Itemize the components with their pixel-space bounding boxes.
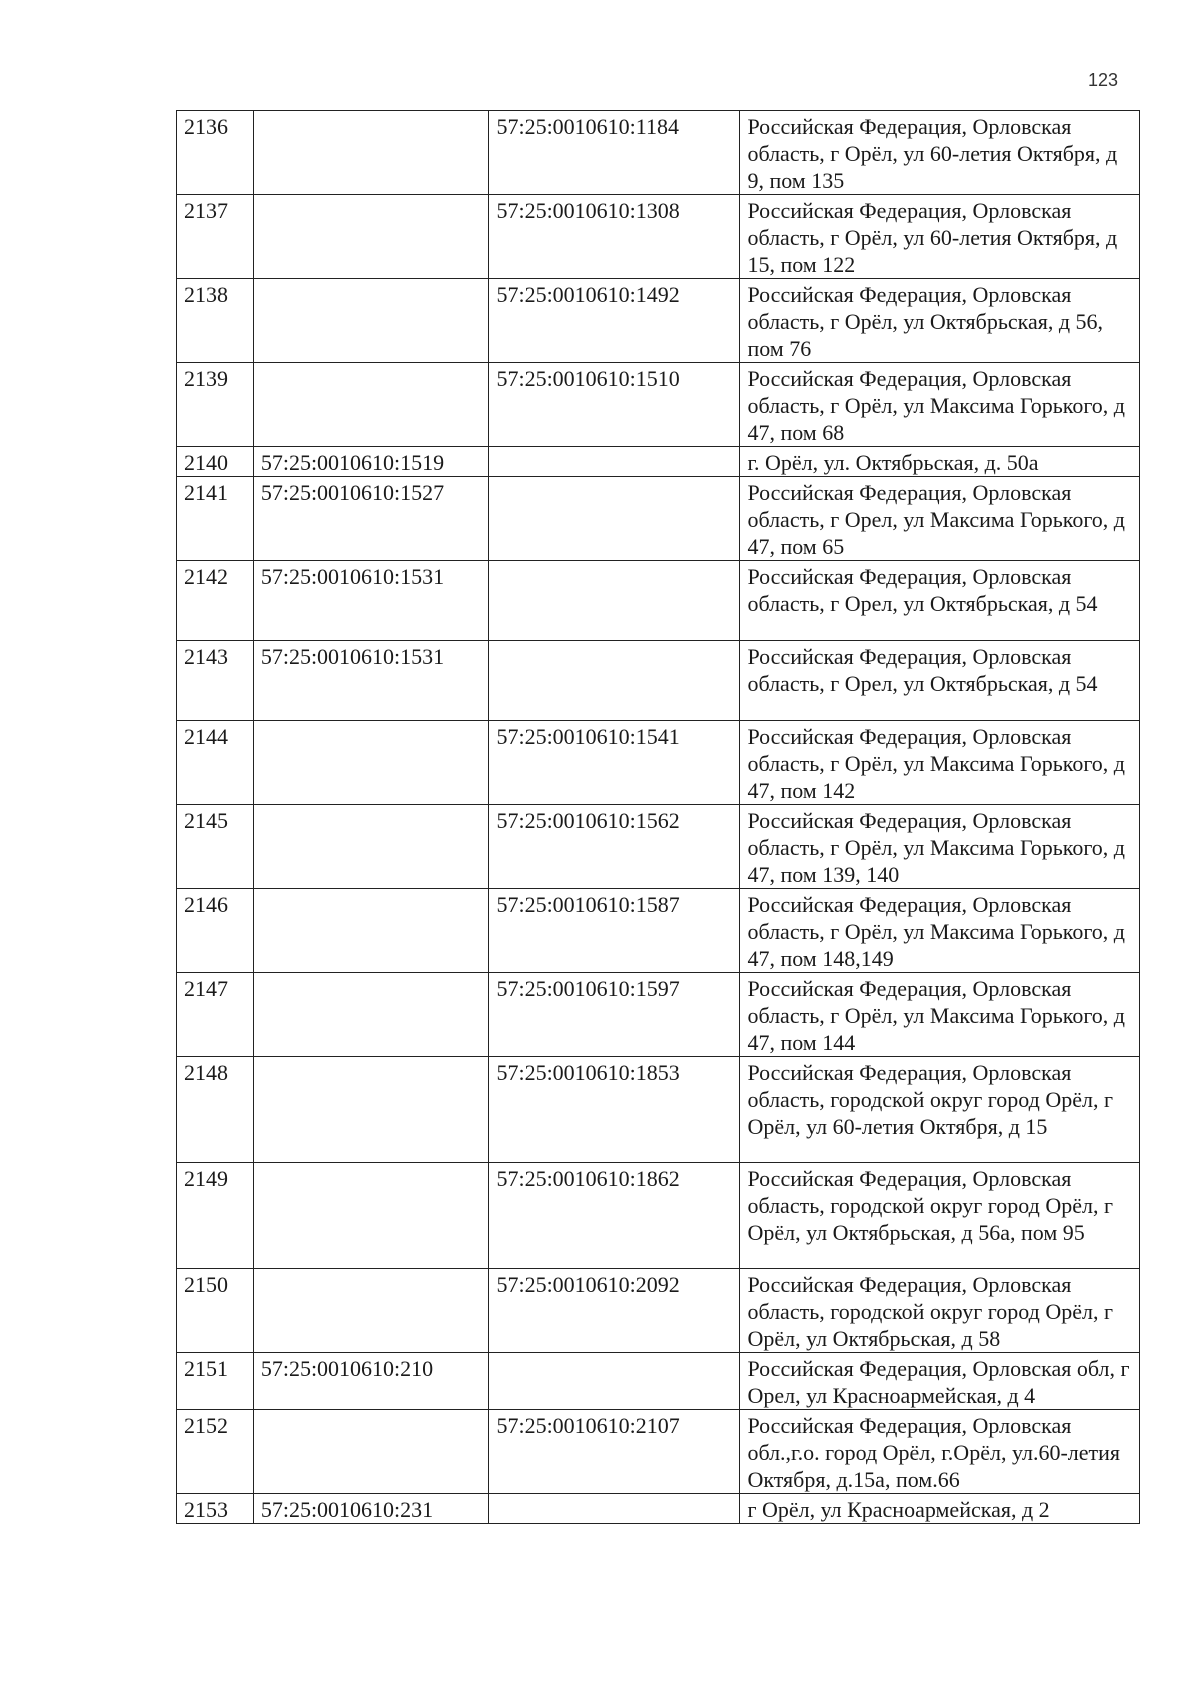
table-row [177, 1163, 1140, 1269]
related-cadastral-number-cell: 57:25:0010610:1597 [489, 973, 740, 1057]
address-cell: Российская Федерация, Орловская область, г Орёл, ул 60-летия Октября, д 9, пом 135 [740, 111, 1140, 195]
related-cadastral-number-cell: 57:25:0010610:1862 [489, 1163, 740, 1269]
related-cadastral-number-cell: 57:25:0010610:2092 [489, 1269, 740, 1353]
table-row [177, 279, 1140, 363]
cadastral-number-cell [253, 721, 489, 805]
table-row [177, 195, 1140, 279]
cadastral-number-cell [253, 1410, 489, 1494]
table-row [177, 1353, 1140, 1410]
table-row [177, 477, 1140, 561]
related-cadastral-number-cell [489, 447, 740, 477]
table-row [177, 1269, 1140, 1353]
row-number-cell: 2138 [177, 279, 254, 363]
related-cadastral-number-cell [489, 641, 740, 721]
cadastral-number-cell [253, 1163, 489, 1269]
address-cell: Российская Федерация, Орловская область, г Орел, ул Октябрьская, д 54 [740, 561, 1140, 641]
address-cell: Российская Федерация, Орловская область, городской округ город Орёл, г Орёл, ул Октябрьская, д 58 [740, 1269, 1140, 1353]
cadastral-number-cell [253, 279, 489, 363]
cadastral-number-cell [253, 1057, 489, 1163]
related-cadastral-number-cell [489, 477, 740, 561]
table-row [177, 641, 1140, 721]
row-number-cell: 2147 [177, 973, 254, 1057]
related-cadastral-number-cell: 57:25:0010610:1541 [489, 721, 740, 805]
table-row [177, 805, 1140, 889]
related-cadastral-number-cell: 57:25:0010610:2107 [489, 1410, 740, 1494]
table-row [177, 721, 1140, 805]
table-row [177, 889, 1140, 973]
related-cadastral-number-cell: 57:25:0010610:1492 [489, 279, 740, 363]
related-cadastral-number-cell: 57:25:0010610:1184 [489, 111, 740, 195]
related-cadastral-number-cell: 57:25:0010610:1510 [489, 363, 740, 447]
row-number-cell: 2149 [177, 1163, 254, 1269]
cadastral-number-cell [253, 1269, 489, 1353]
row-number-cell: 2152 [177, 1410, 254, 1494]
row-number-cell: 2142 [177, 561, 254, 641]
related-cadastral-number-cell: 57:25:0010610:1562 [489, 805, 740, 889]
address-cell: г. Орёл, ул. Октябрьская, д. 50а [740, 447, 1140, 477]
address-cell: Российская Федерация, Орловская область, г Орел, ул Октябрьская, д 54 [740, 641, 1140, 721]
row-number-cell: 2151 [177, 1353, 254, 1410]
cadastral-number-cell [253, 111, 489, 195]
cadastral-number-cell: 57:25:0010610:1531 [253, 561, 489, 641]
address-cell: Российская Федерация, Орловская обл.,г.о. город Орёл, г.Орёл, ул.60-летия Октября, д.15а, пом.66 [740, 1410, 1140, 1494]
row-number-cell: 2148 [177, 1057, 254, 1163]
cadastral-number-cell: 57:25:0010610:1531 [253, 641, 489, 721]
address-cell: Российская Федерация, Орловская область, городской округ город Орёл, г Орёл, ул Октябрьская, д 56а, пом 95 [740, 1163, 1140, 1269]
table-row [177, 447, 1140, 477]
table-row [177, 111, 1140, 195]
address-cell: Российская Федерация, Орловская область, г Орёл, ул 60-летия Октября, д 15, пом 122 [740, 195, 1140, 279]
table-row [177, 1494, 1140, 1524]
address-cell: Российская Федерация, Орловская область, г Орёл, ул Максима Горького, д 47, пом 68 [740, 363, 1140, 447]
row-number-cell: 2144 [177, 721, 254, 805]
table-row [177, 973, 1140, 1057]
address-cell: Российская Федерация, Орловская область, г Орёл, ул Максима Горького, д 47, пом 148,149 [740, 889, 1140, 973]
cadastral-number-cell: 57:25:0010610:1519 [253, 447, 489, 477]
related-cadastral-number-cell [489, 1353, 740, 1410]
table-row [177, 1410, 1140, 1494]
cadastral-number-cell: 57:25:0010610:210 [253, 1353, 489, 1410]
cadastral-number-cell [253, 973, 489, 1057]
row-number-cell: 2150 [177, 1269, 254, 1353]
cadastral-number-cell: 57:25:0010610:231 [253, 1494, 489, 1524]
row-number-cell: 2139 [177, 363, 254, 447]
table-row [177, 1057, 1140, 1163]
address-cell: Российская Федерация, Орловская область, городской округ город Орёл, г Орёл, ул 60-летия Октября, д 15 [740, 1057, 1140, 1163]
cadastral-number-cell [253, 195, 489, 279]
related-cadastral-number-cell: 57:25:0010610:1308 [489, 195, 740, 279]
related-cadastral-number-cell: 57:25:0010610:1587 [489, 889, 740, 973]
cadastral-number-cell [253, 889, 489, 973]
row-number-cell: 2145 [177, 805, 254, 889]
address-cell: Российская Федерация, Орловская обл, г Орел, ул Красноармейская, д 4 [740, 1353, 1140, 1410]
related-cadastral-number-cell: 57:25:0010610:1853 [489, 1057, 740, 1163]
row-number-cell: 2137 [177, 195, 254, 279]
address-cell: Российская Федерация, Орловская область, г Орел, ул Максима Горького, д 47, пом 65 [740, 477, 1140, 561]
table-row [177, 561, 1140, 641]
row-number-cell: 2141 [177, 477, 254, 561]
table-row [177, 363, 1140, 447]
address-cell: г Орёл, ул Красноармейская, д 2 [740, 1494, 1140, 1524]
address-cell: Российская Федерация, Орловская область, г Орёл, ул Максима Горького, д 47, пом 144 [740, 973, 1140, 1057]
address-cell: Российская Федерация, Орловская область, г Орёл, ул Максима Горького, д 47, пом 142 [740, 721, 1140, 805]
related-cadastral-number-cell [489, 561, 740, 641]
row-number-cell: 2140 [177, 447, 254, 477]
registry-table-body [177, 111, 1140, 1524]
address-cell: Российская Федерация, Орловская область, г Орёл, ул Максима Горького, д 47, пом 139, 140 [740, 805, 1140, 889]
row-number-cell: 2153 [177, 1494, 254, 1524]
related-cadastral-number-cell [489, 1494, 740, 1524]
cadastral-number-cell [253, 805, 489, 889]
page-number: 123 [1088, 70, 1119, 90]
row-number-cell: 2136 [177, 111, 254, 195]
registry-table [176, 110, 1140, 1524]
address-cell: Российская Федерация, Орловская область, г Орёл, ул Октябрьская, д 56, пом 76 [740, 279, 1140, 363]
cadastral-number-cell [253, 363, 489, 447]
cadastral-number-cell: 57:25:0010610:1527 [253, 477, 489, 561]
row-number-cell: 2143 [177, 641, 254, 721]
row-number-cell: 2146 [177, 889, 254, 973]
